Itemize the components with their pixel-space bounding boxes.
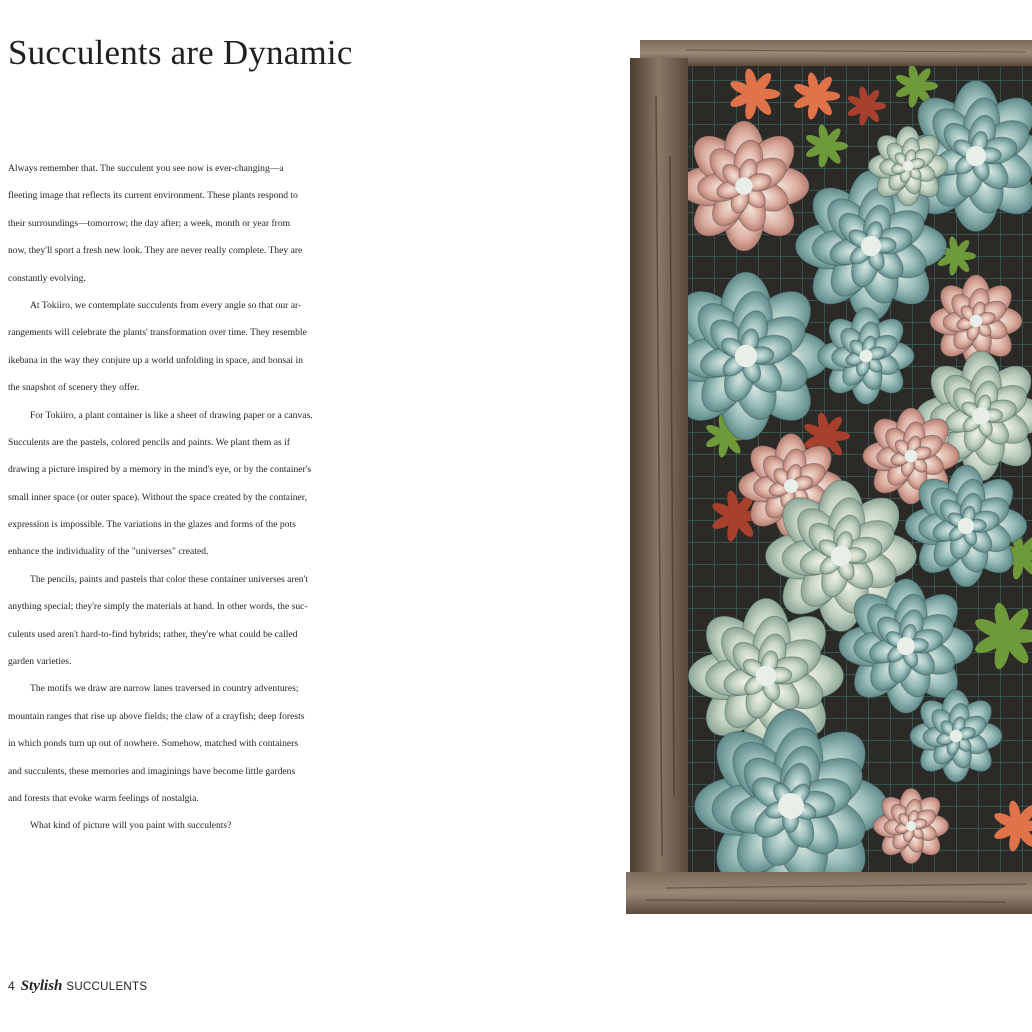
book-title-caps: SUCCULENTS [66,981,148,993]
succulent-tray-illustration [626,36,1032,916]
page-number: 4 [8,979,15,993]
tray-bottom-rail [626,872,1032,914]
succulent-rosette [873,788,949,864]
book-title-italic: Stylish [20,978,63,994]
succulent-rosette [905,465,1027,587]
text-line: small inner space (or outer space). Without the space created by the container, [8,491,307,503]
text-line: and succulents, these memories and imaginings have become little gardens [8,765,296,777]
text-line: The motifs we draw are narrow lanes traversed in country adventures; [30,683,299,695]
text-line: culents used aren't hard-to-find hybrids; rather, they're what could be called [8,628,298,640]
text-line: Succulents are the pastels, colored pencils and paints. We plant them as if [8,436,290,448]
text-line: At Tokiiro, we contemplate succulents from every angle so that our ar- [30,299,302,311]
page-footer [8,978,147,995]
succulent-rosette [910,690,1002,782]
text-line: Always remember that. The succulent you see now is ever-changing—a [8,163,284,174]
text-line: mountain ranges that rise up above fields; the claw of a crayfish; deep forests [8,710,305,722]
text-line: For Tokiiro, a plant container is like a sheet of drawing paper or a canvas. [30,409,313,421]
text-line: ikebana in the way they conjure up a world unfolding in space, and bonsai in [8,354,303,366]
text-line: garden varieties. [8,656,72,668]
succulent-rosette [679,121,809,251]
text-line: the snapshot of scenery they offer. [8,382,140,394]
text-line: in which ponds turn up out of nowhere. Somehow, matched with containers [8,738,299,750]
text-line: rangements will celebrate the plants' transformation over time. They resemble [8,327,307,339]
text-line: enhance the individuality of the "universes" created. [8,546,209,558]
text-line: The pencils, paints and pastels that color these container universes aren't [30,573,308,585]
succulent-tray-photo [626,36,1032,916]
tray-top-rail [640,40,1032,66]
text-line: constantly evolving. [8,272,86,284]
text-line: now, they'll sport a fresh new look. They are never really complete. They are [8,245,303,257]
text-line: and forests that evoke warm feelings of nostalgia. [8,792,199,804]
text-line: expression is impossible. The variations in the glazes and forms of the pots [8,519,296,531]
text-line: their surroundings—tomorrow; the day after; a week, month or year from [8,217,291,229]
succulent-rosette [818,308,915,405]
page-title: Succulents are Dynamic [8,33,353,72]
text-line: fleeting image that reflects its current environment. These plants respond to [8,190,298,202]
body-text [8,155,588,840]
text-line: drawing a picture inspired by a memory in the mind's eye, or by the container's [8,464,312,476]
succulent-rosette [868,126,948,206]
text-line: anything special; they're simply the materials at hand. In other words, the suc- [8,601,308,613]
text-line: What kind of picture will you paint with succulents? [30,820,232,832]
